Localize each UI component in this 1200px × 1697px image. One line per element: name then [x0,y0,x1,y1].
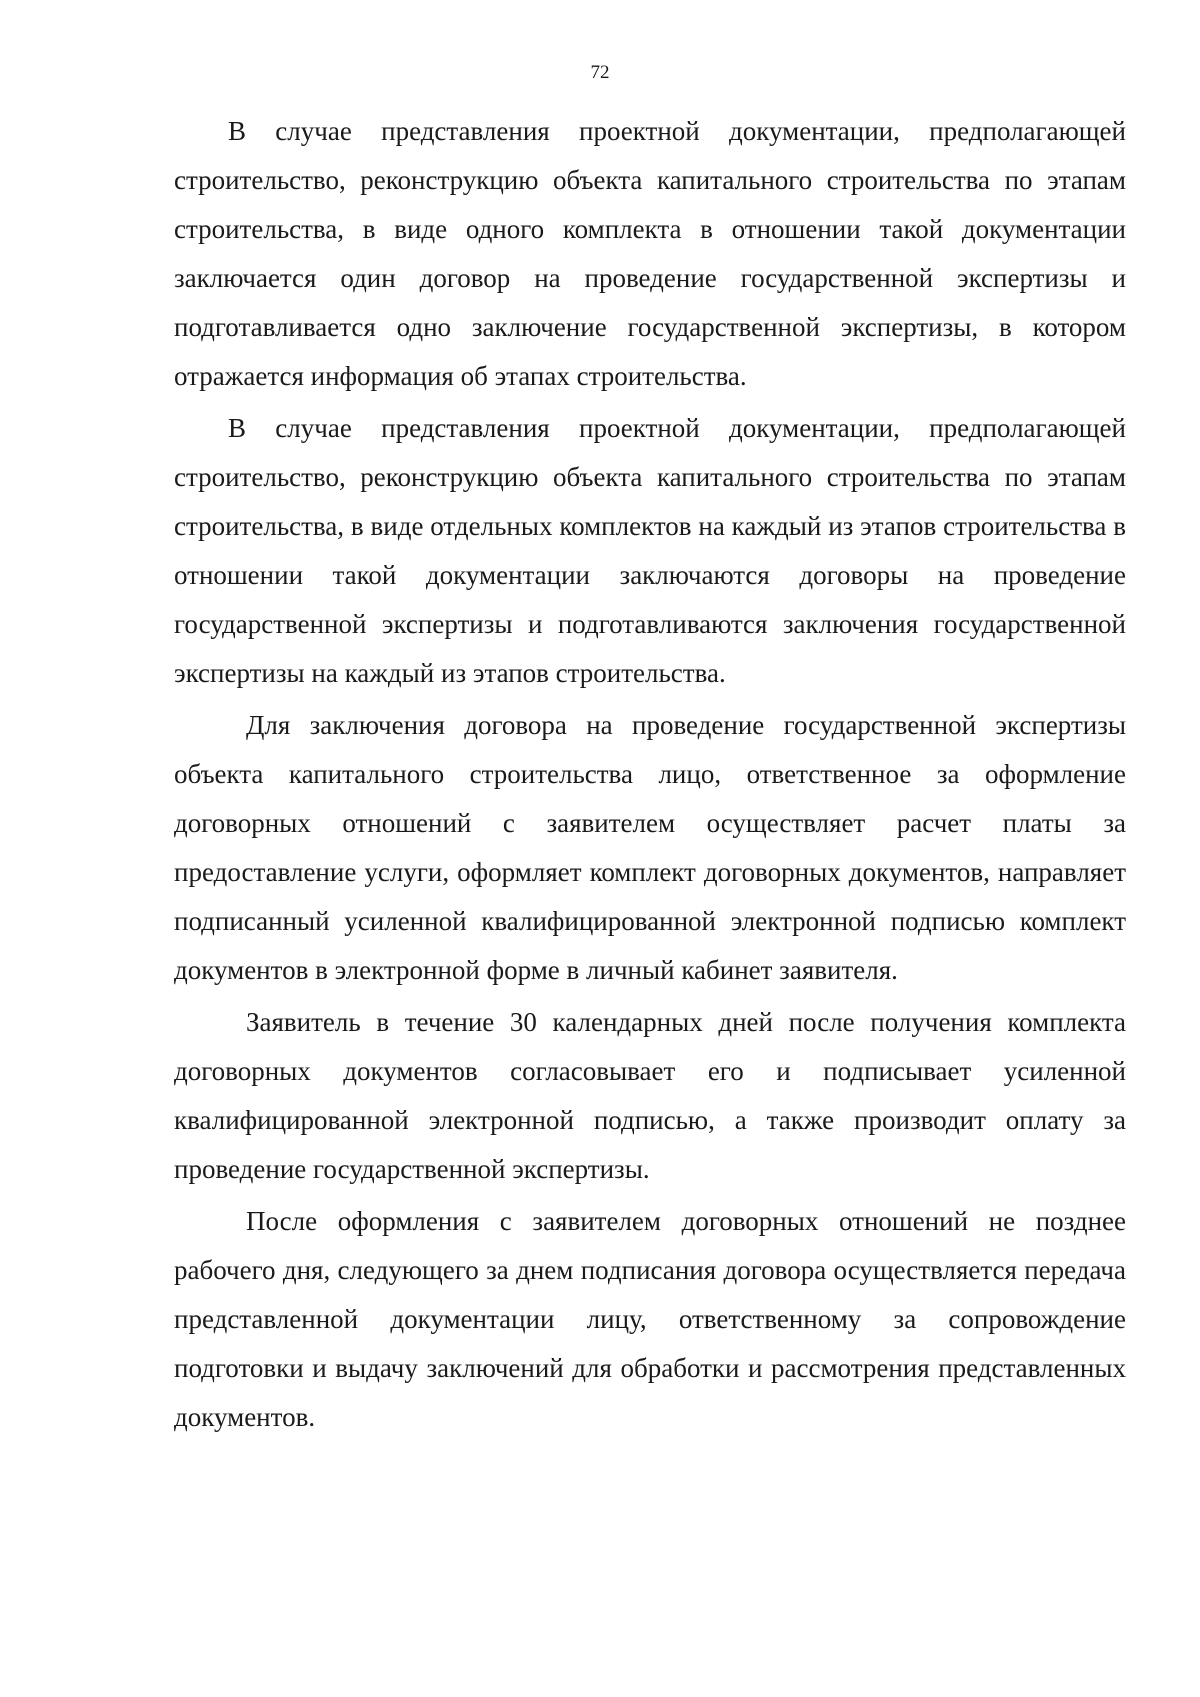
document-body [174,107,1126,1445]
paragraph-stage-separate-sets: В случае представления проектной документации, предполагающей строительство, реконструкцию объекта капитального строительства по этапам строительства, в виде отдельных комплектов на каждый из этапов строительства в отношении такой документации заключаются договоры на проведение государственной экспертизы и подготавливаются заключения государственной экспертизы на каждый из этапов строительства. [174,413,1126,688]
paragraph-stage-single-set: В случае представления проектной документации, предполагающей строительство, реконструкцию объекта капитального строительства по этапам строительства, в виде одного комплекта в отношении такой документации заключается один договор на проведение государственной экспертизы и подготавливается одно заключение государственной экспертизы, в котором отражается информация об этапах строительства. [174,116,1126,391]
page-number: 72 [590,62,610,83]
paragraph-applicant-signing: Заявитель в течение 30 календарных дней после получения комплекта договорных документов согласовывает его и подписывает усиленной квалифицированной электронной подписью, а также производит оплату за проведение государственной экспертизы. [174,1007,1126,1184]
paragraph-contract-preparation: Для заключения договора на проведение государственной экспертизы объекта капитального строительства лицо, ответственное за оформление договорных отношений с заявителем осуществляет расчет платы за предоставление услуги, оформляет комплект договорных документов, направляет подписанный усиленной квалифицированной электронной подписью комплект документов в электронной форме в личный кабинет заявителя. [174,710,1126,985]
paragraph-documentation-transfer: После оформления с заявителем договорных отношений не позднее рабочего дня, следующего за днем подписания договора осуществляется передача представленной документации лицу, ответственному за сопровождение подготовки и выдачу заключений для обработки и рассмотрения представленных документов. [174,1206,1126,1432]
